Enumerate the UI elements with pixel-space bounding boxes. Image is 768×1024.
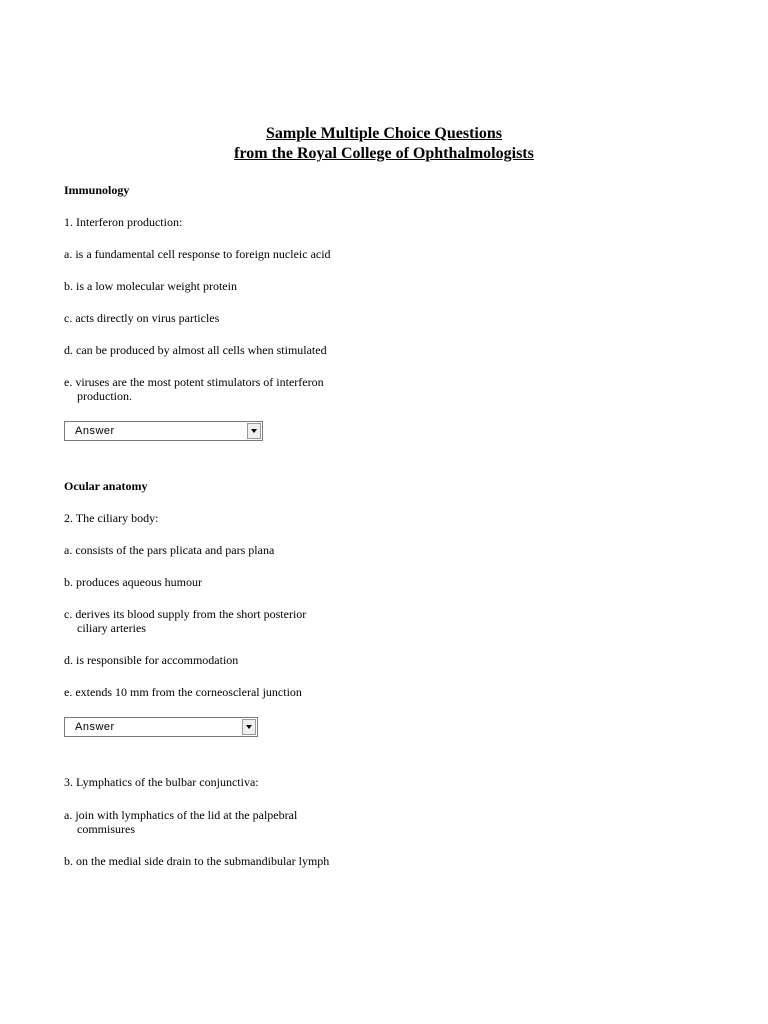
question-1-option-b: b. is a low molecular weight protein <box>64 279 237 293</box>
question-1-option-e <box>64 375 324 403</box>
question-3-option-a <box>64 808 297 836</box>
question-2-option-c <box>64 607 306 635</box>
page-title-line-1: Sample Multiple Choice Questions <box>265 125 502 142</box>
question-2-dropdown-button[interactable] <box>242 719 256 735</box>
question-1-option-e-line2: production. <box>77 389 132 403</box>
question-1-option-a: a. is a fundamental cell response to foreign nucleic acid <box>64 247 331 261</box>
question-2-option-d: d. is responsible for accommodation <box>64 653 239 667</box>
question-1-answer-label: Answer <box>75 425 115 437</box>
chevron-down-icon <box>251 429 257 433</box>
question-2-answer-label: Answer <box>75 721 115 733</box>
question-1-dropdown-button[interactable] <box>247 423 261 439</box>
question-1-option-c: c. acts directly on virus particles <box>64 311 220 325</box>
question-3-option-a-line1: a. join with lymphatics of the lid at the palpebral <box>64 808 298 822</box>
question-2-option-b: b. produces aqueous humour <box>64 575 202 589</box>
question-2-option-e: e. extends 10 mm from the corneoscleral junction <box>64 685 302 699</box>
section-heading-immunology: Immunology <box>64 183 130 197</box>
question-3-option-b: b. on the medial side drain to the submandibular lymph <box>64 854 330 868</box>
question-2-answer-dropdown[interactable] <box>64 717 258 737</box>
question-1-text: 1. Interferon production: <box>64 215 183 229</box>
question-3-text: 3. Lymphatics of the bulbar conjunctiva: <box>64 775 259 789</box>
question-2-text: 2. The ciliary body: <box>64 511 159 525</box>
question-1-option-e-line1: e. viruses are the most potent stimulators of interferon <box>64 375 324 389</box>
question-1-answer-dropdown[interactable] <box>64 421 263 441</box>
question-1-option-d: d. can be produced by almost all cells when stimulated <box>64 343 327 357</box>
page-title-line-2: from the Royal College of Ophthalmologists <box>234 145 534 162</box>
section-heading-ocular-anatomy: Ocular anatomy <box>64 479 148 493</box>
chevron-down-icon <box>246 725 252 729</box>
question-2-option-c-line2: ciliary arteries <box>77 621 146 635</box>
question-2-option-a: a. consists of the pars plicata and pars plana <box>64 543 275 557</box>
question-3-option-a-line2: commisures <box>77 822 135 836</box>
question-2-option-c-line1: c. derives its blood supply from the short posterior <box>64 607 307 621</box>
